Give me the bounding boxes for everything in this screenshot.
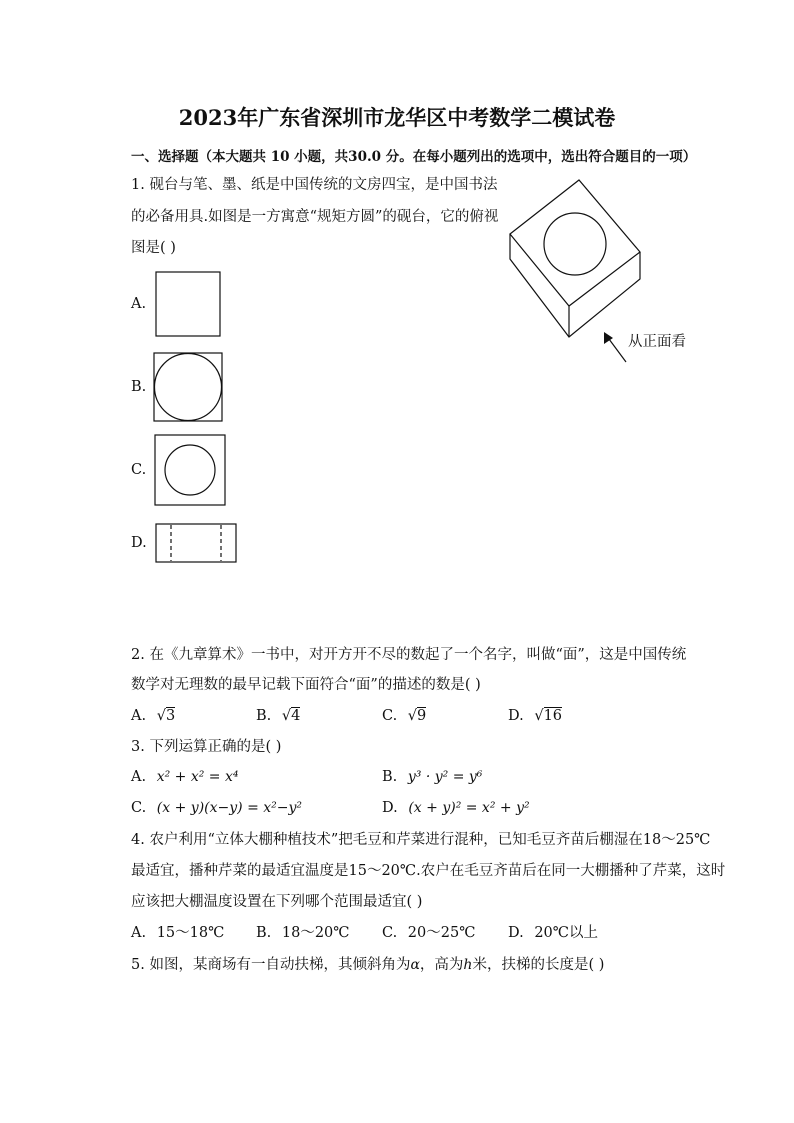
q5-prefix: 5. 如图，某商场有一自动扶梯，其倾斜角为 bbox=[131, 957, 411, 973]
q2-option-a-radicand: 3 bbox=[165, 708, 176, 724]
q4-option-b bbox=[256, 923, 350, 943]
q4-option-d-text: 20℃以上 bbox=[534, 925, 598, 941]
q3-stem: 3. 下列运算正确的是( ) bbox=[131, 739, 282, 755]
q3-option-b-label: B. bbox=[382, 769, 398, 785]
q1-option-c-figure bbox=[154, 434, 226, 506]
q4-option-c-label: C. bbox=[382, 925, 398, 941]
q2-option-d-label: D. bbox=[508, 708, 524, 724]
q4-option-c-text: 20～25℃ bbox=[407, 925, 476, 941]
q4-option-a-text: 15～18℃ bbox=[156, 925, 225, 941]
q1-line-2: 的必备用具.如图是一方寓意“规矩方圆”的砚台，它的俯视 bbox=[131, 209, 499, 225]
q4-option-a-label: A. bbox=[131, 925, 147, 941]
q2-option-c: C. √9 bbox=[382, 708, 427, 724]
q4-option-b-text: 18～20℃ bbox=[281, 925, 350, 941]
q3-option-a-label: A. bbox=[131, 769, 147, 785]
q3-option-d-label: D. bbox=[382, 800, 398, 816]
q1-option-a-label: A. bbox=[131, 296, 147, 312]
q5-suffix: 米，扶梯的长度是( ) bbox=[472, 957, 605, 973]
q3-option-d-expr: (x + y)² = x² + y² bbox=[408, 800, 530, 816]
q5-stem bbox=[131, 955, 604, 975]
q1-option-a-figure bbox=[155, 271, 221, 337]
q1-line-1: 1. 砚台与笔、墨、纸是中国传统的文房四宝，是中国书法 bbox=[131, 177, 498, 193]
q5-alpha: α bbox=[410, 957, 420, 973]
q2-line-2: 数学对无理数的最早记载下面符合“面”的描述的数是( ) bbox=[131, 677, 481, 693]
q4-option-d bbox=[508, 923, 598, 943]
q4-line-2: 最适宜，播种芹菜的最适宜温度是15～20℃.农户在毛豆齐苗后在同一大棚播种了芹菜，这时 bbox=[131, 863, 726, 879]
q3-option-b bbox=[382, 767, 482, 787]
q2-option-b-radicand: 4 bbox=[291, 708, 301, 724]
q2-option-d: D. √16 bbox=[508, 708, 563, 724]
q1-option-d-label: D. bbox=[131, 535, 147, 551]
q3-option-a bbox=[131, 767, 239, 787]
q1-option-c-label: C. bbox=[131, 462, 147, 478]
q2-option-a-label: A. bbox=[131, 708, 147, 724]
q1-line-3: 图是( ) bbox=[131, 240, 176, 256]
q3-option-c-expr: (x + y)(x−y) = x²−y² bbox=[156, 800, 303, 816]
q2-option-b: B. √4 bbox=[256, 708, 301, 724]
page-title: 2023年广东省深圳市龙华区中考数学二模试卷 bbox=[178, 105, 616, 130]
q2-option-a: A. √3 bbox=[131, 708, 176, 724]
q3-option-d bbox=[382, 798, 530, 818]
q3-option-c-label: C. bbox=[131, 800, 147, 816]
q2-line-1: 2. 在《九章算术》一书中，对开方开不尽的数起了一个名字，叫做“面”，这是中国传统 bbox=[131, 647, 687, 663]
q4-option-d-label: D. bbox=[508, 925, 524, 941]
q2-option-c-radicand: 9 bbox=[417, 708, 427, 724]
q4-line-3: 应该把大棚温度设置在下列哪个范围最适宜( ) bbox=[131, 894, 423, 910]
q4-option-c bbox=[382, 923, 475, 943]
q5-h: h bbox=[463, 957, 473, 973]
q4-option-a bbox=[131, 923, 224, 943]
q5-mid: ，高为 bbox=[419, 957, 464, 973]
q1-option-b-label: B. bbox=[131, 379, 147, 395]
q2-option-b-label: B. bbox=[256, 708, 272, 724]
q2-option-c-label: C. bbox=[382, 708, 398, 724]
q2-option-d-radicand: 16 bbox=[543, 708, 563, 724]
q4-option-b-label: B. bbox=[256, 925, 272, 941]
q3-option-a-expr: x² + x² = x⁴ bbox=[156, 769, 239, 785]
q3-option-b-expr: y³ · y² = y⁶ bbox=[407, 769, 483, 785]
figure-caption: 从正面看 bbox=[628, 334, 686, 350]
q1-option-d-figure bbox=[155, 523, 237, 563]
q3-option-c bbox=[131, 798, 302, 818]
q1-option-b-figure bbox=[153, 352, 224, 423]
q4-line-1: 4. 农户利用“立体大棚种植技术”把毛豆和芹菜进行混种，已知毛豆齐苗后棚湿在18～25℃ bbox=[131, 832, 711, 848]
section-heading: 一、选择题（本大题共 10 小题，共30.0 分。在每小题列出的选项中，选出符合题目的一项） bbox=[131, 149, 697, 165]
